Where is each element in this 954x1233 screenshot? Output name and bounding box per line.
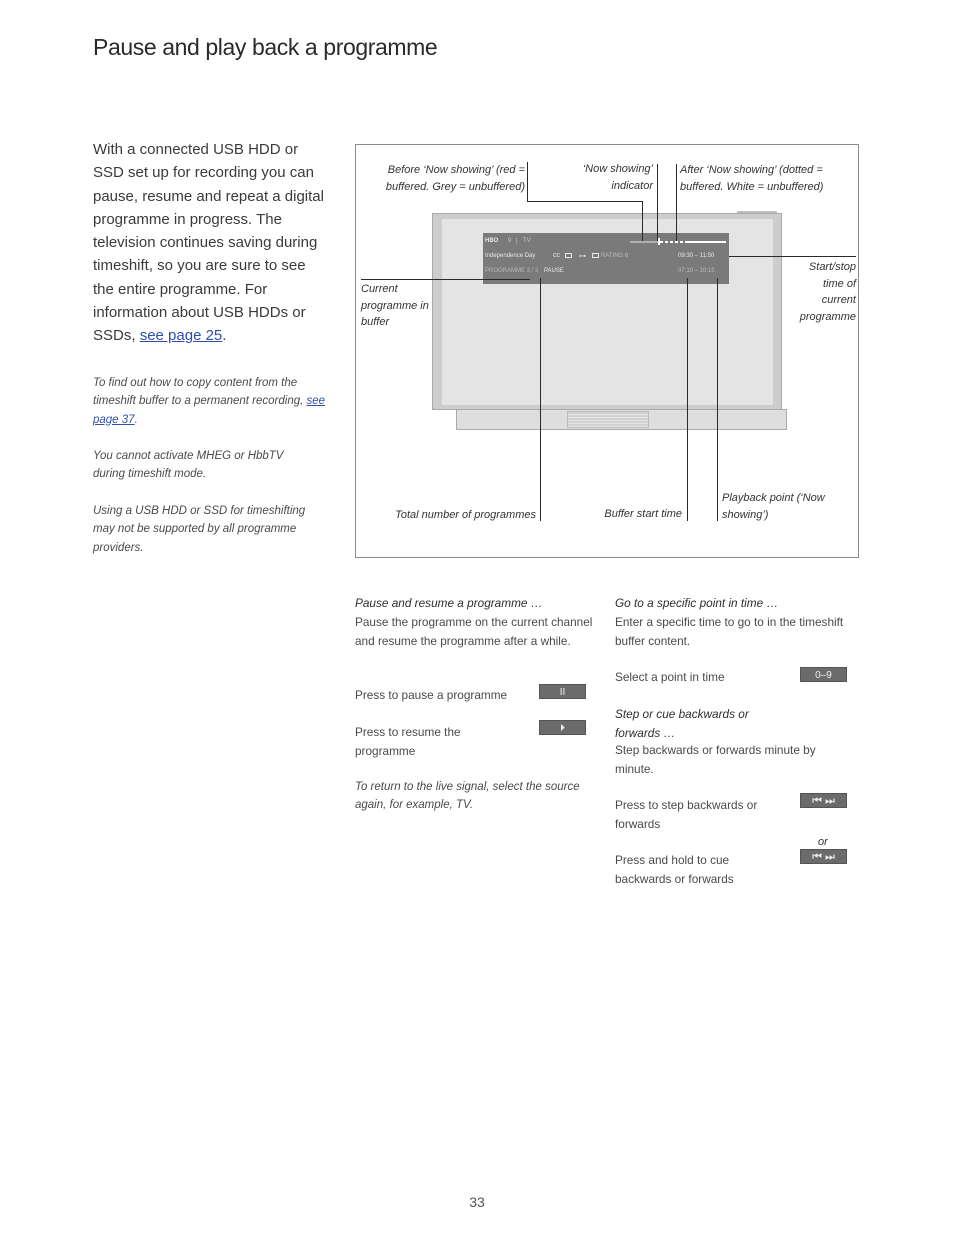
note-copy-content [93,374,328,429]
caption-total-programmes: Total number of programmes [395,509,536,521]
caption-now-indicator: ‘Now showing’ indicator [582,163,653,192]
caption-before-now: Before ‘Now showing’ (red = buffered. Grey = unbuffered) [385,164,525,193]
osd-state: PAUSE [544,268,564,274]
intro-paragraph [93,138,325,348]
note-providers: Using a USB HDD or SSD for timeshifting may not be supported by all programme providers. [93,505,306,554]
timeshift-osd: HBO 9 | TV Independence Day cc ⊶ RATING 6 09:30 – 11:50 PROGRAMME 3 / 3 PAUSE 07:10 – 10:15 [483,233,729,284]
digit-keys-button[interactable]: 0–9 [800,667,847,682]
select-point-label: Select a point in time [615,670,725,684]
leader-playback-point [717,278,718,521]
osd-channel: HBO [485,238,499,244]
step-buttons[interactable]: ⏮ ⏭ [800,793,847,808]
osd-progress-buffered [660,241,688,243]
osd-key-icon: ⊶ [579,253,586,260]
step-label: Press to step backwards or forwards [615,798,758,831]
caption-buffer-start: Buffer start time [604,508,682,520]
osd-info-icon [592,253,599,258]
caption-current-programme: Current programme in buffer [361,283,429,328]
leader-after-now [676,164,677,241]
go-to-point-heading: Go to a specific point in time … [615,596,779,610]
leader-buffer-start [687,278,688,521]
osd-buffer-label: PROGRAMME 3 / 3 [485,268,539,274]
leader-now-indicator [657,164,658,241]
pause-button[interactable]: II [539,684,586,699]
see-page-37-link[interactable]: see page 37 [93,395,326,426]
osd-cc-icon: cc [553,252,560,259]
osd-programme-name: Independence Day [485,253,536,259]
osd-rating: RATING 6 [601,253,629,259]
cue-label: Press and hold to cue backwards or forwards [615,853,734,886]
leader-before-v1 [527,162,528,202]
step-cue-body: Step backwards or forwards minute by minute. [615,743,816,776]
leader-before-h [527,201,643,202]
osd-progress-unbuffered [688,241,726,243]
play-button[interactable]: ⏵ [539,720,586,735]
caption-after-now: After ‘Now showing’ (dotted = buffered. White = unbuffered) [680,164,824,193]
caption-start-stop: Start/stop time of current programme [799,261,856,323]
osd-channel-number: 9 [508,238,512,244]
osd-subtitle-icon [565,253,572,258]
live-signal-note: To return to the live signal, select the source again, for example, TV. [355,781,580,812]
osd-source: TV [523,238,531,244]
pause-resume-body: Pause the programme on the current channel and resume the programme after a while. [355,615,593,648]
resume-label: Press to resume the programme [355,725,461,758]
pause-label: Press to pause a programme [355,688,508,702]
note-copy-end: . [134,413,138,426]
note-copy-text: To find out how to copy content from the timeshift buffer to a permanent recording, [93,377,307,408]
leader-current-programme [361,279,530,280]
or-label: or [818,836,828,848]
tv-speaker-grille [567,411,649,428]
leader-before-v2 [642,201,643,241]
intro-text: With a connected USB HDD or SSD set up for recording you can pause, resume and repeat a digital programme in progress. The television continues saving during timeshift, so you are sure to see the entire programme. For information about USB HDDs or SSDs, [93,141,324,345]
see-page-25-link[interactable]: see page 25 [139,327,223,345]
note-mheg: You cannot activate MHEG or HbbTV during timeshift mode. [93,450,284,481]
cue-buttons[interactable]: ⏮ ⏭ [800,849,847,864]
pause-resume-heading: Pause and resume a programme … [355,596,543,610]
osd-time-range: 09:30 – 11:50 [678,253,715,259]
osd-buffer-time: 07:10 – 10:15 [678,268,715,274]
page-number: 33 [469,1194,485,1210]
leader-start-stop [729,256,856,257]
go-to-point-body: Enter a specific time to go to in the timeshift buffer content. [615,615,844,648]
page-title: Pause and play back a programme [93,34,438,60]
intro-end: . [222,327,227,345]
caption-playback-point: Playback point (‘Now showing’) [722,492,825,521]
step-cue-heading: Step or cue backwards or forwards … [615,707,749,740]
leader-total-programmes [540,278,541,521]
osd-progress-before [630,241,658,243]
